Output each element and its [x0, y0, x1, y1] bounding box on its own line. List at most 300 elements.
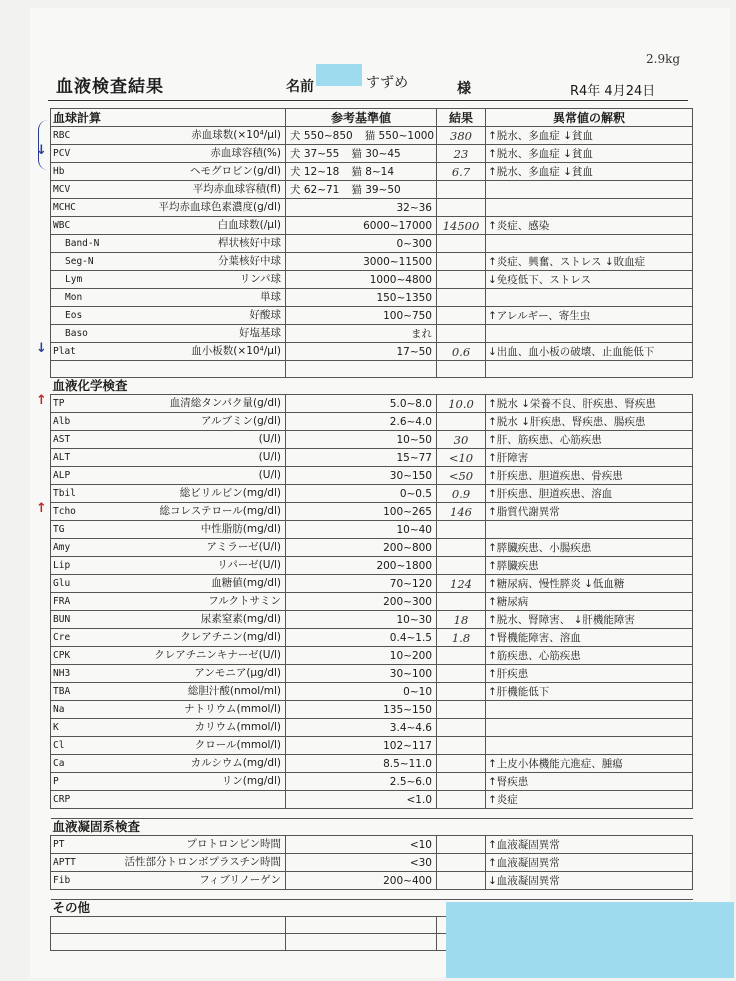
result-value — [437, 665, 486, 683]
table-row — [51, 395, 693, 413]
result-value — [437, 307, 486, 325]
result-value — [437, 289, 486, 307]
test-cell — [51, 629, 286, 647]
reference-cell — [286, 145, 437, 163]
test-code: CPK — [53, 650, 71, 661]
table-row — [51, 413, 693, 431]
interpretation: ↑筋疾患、心筋疾患 — [486, 647, 693, 665]
test-code: NH3 — [53, 668, 71, 679]
redaction-box — [316, 64, 362, 86]
test-code: TP — [53, 398, 65, 409]
table-row — [51, 647, 693, 665]
test-name: リン(mg/dl) — [221, 775, 281, 787]
test-cell — [51, 575, 286, 593]
test-name: 赤血球容積(%) — [210, 147, 281, 159]
test-code: ALT — [53, 452, 71, 463]
pet-name: すずめ — [366, 75, 409, 91]
test-cell — [51, 449, 286, 467]
result-value — [437, 836, 486, 854]
spacer-cell — [51, 809, 693, 819]
interpretation: ↑脱水、多血症 ↓貧血 — [486, 145, 693, 163]
result-value: 1.8 — [437, 629, 486, 647]
reference-value: 2.6~4.0 — [286, 413, 437, 431]
weight-note: 2.9kg — [646, 52, 681, 66]
blank-cell — [286, 361, 437, 378]
test-code: Band-N — [65, 238, 100, 249]
honorific: 様 — [457, 81, 471, 97]
test-code: PT — [53, 839, 65, 850]
test-code: Alb — [53, 416, 71, 427]
test-name: クレアチニンキナーゼ(U/l) — [154, 649, 281, 661]
test-cell — [51, 737, 286, 755]
interpretation: ↓免疫低下、ストレス — [486, 271, 693, 289]
reference-value: 5.0~8.0 — [286, 395, 437, 413]
reference-value: 3000~11500 — [286, 253, 437, 271]
table-row — [51, 127, 693, 145]
table-row — [51, 836, 693, 854]
reference-value: 102~117 — [286, 737, 437, 755]
result-value — [437, 325, 486, 343]
reference-dog: 犬 550~850 — [290, 129, 353, 142]
interpretation: ↑脱水 ↓肝疾患、腎疾患、腸疾患 — [486, 413, 693, 431]
test-cell — [51, 854, 286, 872]
test-cell — [51, 719, 286, 737]
test-name: アミラーゼ(U/l) — [206, 541, 281, 553]
interpretation — [486, 719, 693, 737]
result-value — [437, 593, 486, 611]
test-name: (U/l) — [258, 469, 281, 481]
test-code: PCV — [53, 148, 71, 159]
reference-value: 200~400 — [286, 872, 437, 890]
reference-cell — [286, 181, 437, 199]
result-value — [437, 683, 486, 701]
reference-value: 200~300 — [286, 593, 437, 611]
result-value — [437, 701, 486, 719]
name-label: 名前 — [286, 79, 314, 95]
interpretation: ↑膵臓疾患、小腸疾患 — [486, 539, 693, 557]
test-name: 白血球数(/μl) — [217, 219, 281, 231]
interpretation: ↓出血、血小板の破壊、止血能低下 — [486, 343, 693, 361]
result-value — [437, 181, 486, 199]
test-code: APTT — [53, 857, 76, 868]
test-code: Tcho — [53, 506, 76, 517]
interpretation: ↑肝障害 — [486, 449, 693, 467]
reference-value: 200~1800 — [286, 557, 437, 575]
result-value — [437, 413, 486, 431]
reference-value: <30 — [286, 854, 437, 872]
table-row — [51, 539, 693, 557]
spacer-row — [51, 809, 693, 819]
result-value: 18 — [437, 611, 486, 629]
table-row — [51, 343, 693, 361]
reference-value: 0~0.5 — [286, 485, 437, 503]
interpretation: ↑脱水 ↓栄養不良、肝疾患、腎疾患 — [486, 395, 693, 413]
table-row — [51, 719, 693, 737]
result-value — [437, 755, 486, 773]
test-name: (U/l) — [258, 451, 281, 463]
reference-value: 3.4~4.6 — [286, 719, 437, 737]
test-code: WBC — [53, 220, 71, 231]
test-name: 中性脂肪(mg/dl) — [200, 523, 281, 535]
test-name: プロトロンビン時間 — [186, 838, 281, 850]
exam-date: R4年 4月24日 — [570, 84, 656, 99]
test-code: Tbil — [53, 488, 76, 499]
blank-cell — [51, 361, 286, 378]
test-cell — [51, 539, 286, 557]
reference-cat: 猫 550~1000 — [364, 129, 435, 142]
test-cell — [51, 611, 286, 629]
test-code: RBC — [53, 130, 71, 141]
test-name: クロール(mmol/l) — [194, 739, 281, 751]
reference-value: 0~10 — [286, 683, 437, 701]
blank-cell — [486, 361, 693, 378]
interpretation: ↑上皮小体機能亢進症、腫瘍 — [486, 755, 693, 773]
test-name: フィブリノーゲン — [199, 874, 281, 886]
test-cell — [51, 307, 286, 325]
test-code: Seg-N — [65, 256, 94, 267]
interpretation: ↑肝疾患 — [486, 665, 693, 683]
test-name: ヘモグロビン(g/dl) — [190, 165, 281, 177]
test-name: 血糖値(mg/dl) — [211, 577, 281, 589]
interpretation: ↑肝疾患、胆道疾患、骨疾患 — [486, 467, 693, 485]
interpretation — [486, 701, 693, 719]
table-row — [51, 593, 693, 611]
reference-value: 10~40 — [286, 521, 437, 539]
test-name: フルクトサミン — [208, 595, 281, 607]
reference-value: 15~77 — [286, 449, 437, 467]
table-row — [51, 575, 693, 593]
test-name: 桿状核好中球 — [218, 237, 281, 249]
page-title: 血液検査結果 — [56, 77, 164, 97]
test-code: CRP — [53, 794, 71, 805]
table-row — [51, 872, 693, 890]
test-cell — [51, 181, 286, 199]
table-row — [51, 557, 693, 575]
test-name: 平均赤血球色素濃度(g/dl) — [158, 201, 281, 213]
table-row — [51, 145, 693, 163]
table-header-row — [51, 109, 693, 127]
result-value: <50 — [437, 467, 486, 485]
reference-value: 10~30 — [286, 611, 437, 629]
test-code: Eos — [65, 310, 83, 321]
reference-value: <1.0 — [286, 791, 437, 809]
reference-cell — [286, 127, 437, 145]
spacer-cell — [51, 890, 693, 900]
reference-cat: 猫 8~14 — [351, 165, 395, 178]
table-row — [51, 521, 693, 539]
reference-value: 6000~17000 — [286, 217, 437, 235]
reference-value: 17~50 — [286, 343, 437, 361]
test-cell — [51, 521, 286, 539]
test-cell — [51, 791, 286, 809]
table-row — [51, 737, 693, 755]
redaction-box-bottom — [446, 902, 734, 978]
result-value — [437, 791, 486, 809]
test-name: 総ビリルビン(mg/dl) — [179, 487, 281, 499]
test-cell — [51, 413, 286, 431]
test-code: Na — [53, 704, 65, 715]
result-value: 0.9 — [437, 485, 486, 503]
test-code: Baso — [65, 328, 88, 339]
test-name: カリウム(mmol/l) — [194, 721, 281, 733]
reference-value: 150~1350 — [286, 289, 437, 307]
blank-cell — [51, 934, 286, 951]
test-cell — [51, 755, 286, 773]
test-code: Plat — [53, 346, 76, 357]
test-cell — [51, 163, 286, 181]
result-value — [437, 199, 486, 217]
results-table — [50, 108, 693, 951]
test-cell — [51, 557, 286, 575]
test-name: クレアチニン(mg/dl) — [180, 631, 281, 643]
interpretation: ↑膵臓疾患 — [486, 557, 693, 575]
test-name: 赤血球数(×10⁴/μl) — [191, 129, 281, 141]
interpretation — [486, 199, 693, 217]
test-code: AST — [53, 434, 71, 445]
result-value — [437, 235, 486, 253]
result-value: 0.6 — [437, 343, 486, 361]
test-name: 活性部分トロンボプラスチン時間 — [124, 856, 281, 868]
result-value: 6.7 — [437, 163, 486, 181]
table-row — [51, 289, 693, 307]
result-value: 124 — [437, 575, 486, 593]
interpretation: ↑脱水、多血症 ↓貧血 — [486, 127, 693, 145]
test-code: Hb — [53, 166, 65, 177]
interpretation: ↑肝、筋疾患、心筋疾患 — [486, 431, 693, 449]
interpretation: ↑肝疾患、胆道疾患、溶血 — [486, 485, 693, 503]
interpretation: ↑アレルギー、寄生虫 — [486, 307, 693, 325]
test-cell — [51, 235, 286, 253]
test-cell — [51, 431, 286, 449]
reference-value: 0.4~1.5 — [286, 629, 437, 647]
table-row — [51, 253, 693, 271]
test-name: 好塩基球 — [239, 327, 281, 339]
test-cell — [51, 325, 286, 343]
reference-value: 100~750 — [286, 307, 437, 325]
reference-cat: 猫 39~50 — [351, 183, 401, 196]
up-arrow-mark: ↑ — [36, 393, 47, 408]
reference-value: 200~800 — [286, 539, 437, 557]
table-row — [51, 701, 693, 719]
test-name: 総コレステロール(mg/dl) — [159, 505, 281, 517]
result-value — [437, 737, 486, 755]
test-code: TBA — [53, 686, 71, 697]
test-cell — [51, 199, 286, 217]
section-header-row — [51, 819, 693, 836]
test-name: 血小板数(×10⁴/μl) — [191, 345, 281, 357]
test-name: 血清総タンパク量(g/dl) — [169, 397, 281, 409]
test-name: 単球 — [260, 291, 281, 303]
table-row — [51, 665, 693, 683]
result-value: 380 — [437, 127, 486, 145]
reference-value: 10~50 — [286, 431, 437, 449]
table-row — [51, 467, 693, 485]
interpretation — [486, 235, 693, 253]
table-row — [51, 773, 693, 791]
interpretation: ↑血液凝固異常 — [486, 854, 693, 872]
interpretation — [486, 181, 693, 199]
section-title: 血液凝固系検査 — [51, 819, 693, 836]
test-cell — [51, 127, 286, 145]
table-row — [51, 181, 693, 199]
result-value: 14500 — [437, 217, 486, 235]
test-name: 分葉核好中球 — [218, 255, 281, 267]
test-name: アンモニア(μg/dl) — [194, 667, 281, 679]
interpretation: ↑腎機能障害、溶血 — [486, 629, 693, 647]
result-value — [437, 557, 486, 575]
test-cell — [51, 289, 286, 307]
result-value — [437, 872, 486, 890]
test-code: ALP — [53, 470, 71, 481]
test-name: アルブミン(g/dl) — [200, 415, 281, 427]
table-row — [51, 755, 693, 773]
test-cell — [51, 217, 286, 235]
reference-cat: 猫 30~45 — [351, 147, 401, 160]
test-cell — [51, 485, 286, 503]
blank-cell — [286, 934, 437, 951]
test-cell — [51, 647, 286, 665]
reference-value: <10 — [286, 836, 437, 854]
interpretation — [486, 325, 693, 343]
test-code: MCV — [53, 184, 71, 195]
table-row — [51, 611, 693, 629]
test-cell — [51, 253, 286, 271]
test-name: 平均赤血球容積(fl) — [192, 183, 281, 195]
table-row — [51, 431, 693, 449]
reference-dog: 犬 37~55 — [290, 147, 340, 160]
test-name: (U/l) — [258, 433, 281, 445]
test-name: 好酸球 — [249, 309, 281, 321]
section-header-row — [51, 378, 693, 395]
table-row — [51, 325, 693, 343]
table-row — [51, 163, 693, 181]
result-value — [437, 539, 486, 557]
table-row — [51, 449, 693, 467]
test-name: ナトリウム(mmol/l) — [184, 703, 281, 715]
reference-value: 10~200 — [286, 647, 437, 665]
interpretation: ↑糖尿病、慢性膵炎 ↓低血糖 — [486, 575, 693, 593]
result-value: 23 — [437, 145, 486, 163]
test-code: Ca — [53, 758, 65, 769]
result-value: 30 — [437, 431, 486, 449]
reference-value: 30~150 — [286, 467, 437, 485]
interpretation: ↑血液凝固異常 — [486, 836, 693, 854]
test-code: Mon — [65, 292, 83, 303]
result-value — [437, 647, 486, 665]
section-title: その他 — [51, 900, 693, 917]
test-name: カルシウム(mg/dl) — [190, 757, 281, 769]
test-cell — [51, 593, 286, 611]
interpretation: ↑糖尿病 — [486, 593, 693, 611]
test-cell — [51, 701, 286, 719]
reference-value: 30~100 — [286, 665, 437, 683]
test-code: Lip — [53, 560, 71, 571]
test-cell — [51, 872, 286, 890]
test-name: 総胆汁酸(nmol/ml) — [187, 685, 281, 697]
test-code: Lym — [65, 274, 83, 285]
table-row — [51, 629, 693, 647]
table-row — [51, 683, 693, 701]
test-cell — [51, 503, 286, 521]
interpretation: ↑炎症、感染 — [486, 217, 693, 235]
interpretation — [486, 737, 693, 755]
interpretation — [486, 521, 693, 539]
test-name: リンパ球 — [239, 273, 281, 285]
table-row — [51, 217, 693, 235]
test-code: Glu — [53, 578, 71, 589]
header-rule — [48, 100, 688, 101]
test-code: Cre — [53, 632, 71, 643]
test-code: TG — [53, 524, 65, 535]
test-code: BUN — [53, 614, 71, 625]
test-code: MCHC — [53, 202, 76, 213]
reference-value: 1000~4800 — [286, 271, 437, 289]
interpretation: ↑腎疾患 — [486, 773, 693, 791]
test-code: K — [53, 722, 59, 733]
reference-value: まれ — [286, 325, 437, 343]
table-row — [51, 485, 693, 503]
blank-cell — [286, 917, 437, 934]
result-value — [437, 271, 486, 289]
reference-value: 100~265 — [286, 503, 437, 521]
reference-value: 2.5~6.0 — [286, 773, 437, 791]
result-value: 10.0 — [437, 395, 486, 413]
column-header: 結果 — [437, 109, 486, 127]
test-cell — [51, 836, 286, 854]
test-cell — [51, 683, 286, 701]
column-header: 異常値の解釈 — [486, 109, 693, 127]
test-code: FRA — [53, 596, 71, 607]
up-arrow-mark: ↑ — [36, 501, 47, 516]
reference-value: 0~300 — [286, 235, 437, 253]
result-value — [437, 253, 486, 271]
column-header: 血球計算 — [51, 109, 286, 127]
test-code: Fib — [53, 875, 71, 886]
reference-value: 135~150 — [286, 701, 437, 719]
interpretation: ↑脱水、多血症 ↓貧血 — [486, 163, 693, 181]
result-value: <10 — [437, 449, 486, 467]
blank-cell — [51, 917, 286, 934]
test-code: Cl — [53, 740, 65, 751]
table-row — [51, 307, 693, 325]
result-value — [437, 719, 486, 737]
reference-dog: 犬 12~18 — [290, 165, 340, 178]
test-code: P — [53, 776, 59, 787]
reference-value: 32~36 — [286, 199, 437, 217]
table-row — [51, 854, 693, 872]
column-header: 参考基準値 — [286, 109, 437, 127]
test-code: Amy — [53, 542, 71, 553]
blank-cell — [437, 361, 486, 378]
test-cell — [51, 343, 286, 361]
down-arrow-mark: ↓ — [36, 341, 47, 356]
spacer-row — [51, 890, 693, 900]
test-cell — [51, 271, 286, 289]
test-cell — [51, 773, 286, 791]
test-cell — [51, 467, 286, 485]
interpretation: ↑炎症 — [486, 791, 693, 809]
result-value — [437, 521, 486, 539]
table-row — [51, 199, 693, 217]
result-value: 146 — [437, 503, 486, 521]
test-name: リパーゼ(U/l) — [217, 559, 281, 571]
reference-value: 8.5~11.0 — [286, 755, 437, 773]
table-row — [51, 235, 693, 253]
interpretation: ↑炎症、興奮、ストレス ↓敗血症 — [486, 253, 693, 271]
result-value — [437, 773, 486, 791]
test-cell — [51, 145, 286, 163]
test-cell — [51, 395, 286, 413]
